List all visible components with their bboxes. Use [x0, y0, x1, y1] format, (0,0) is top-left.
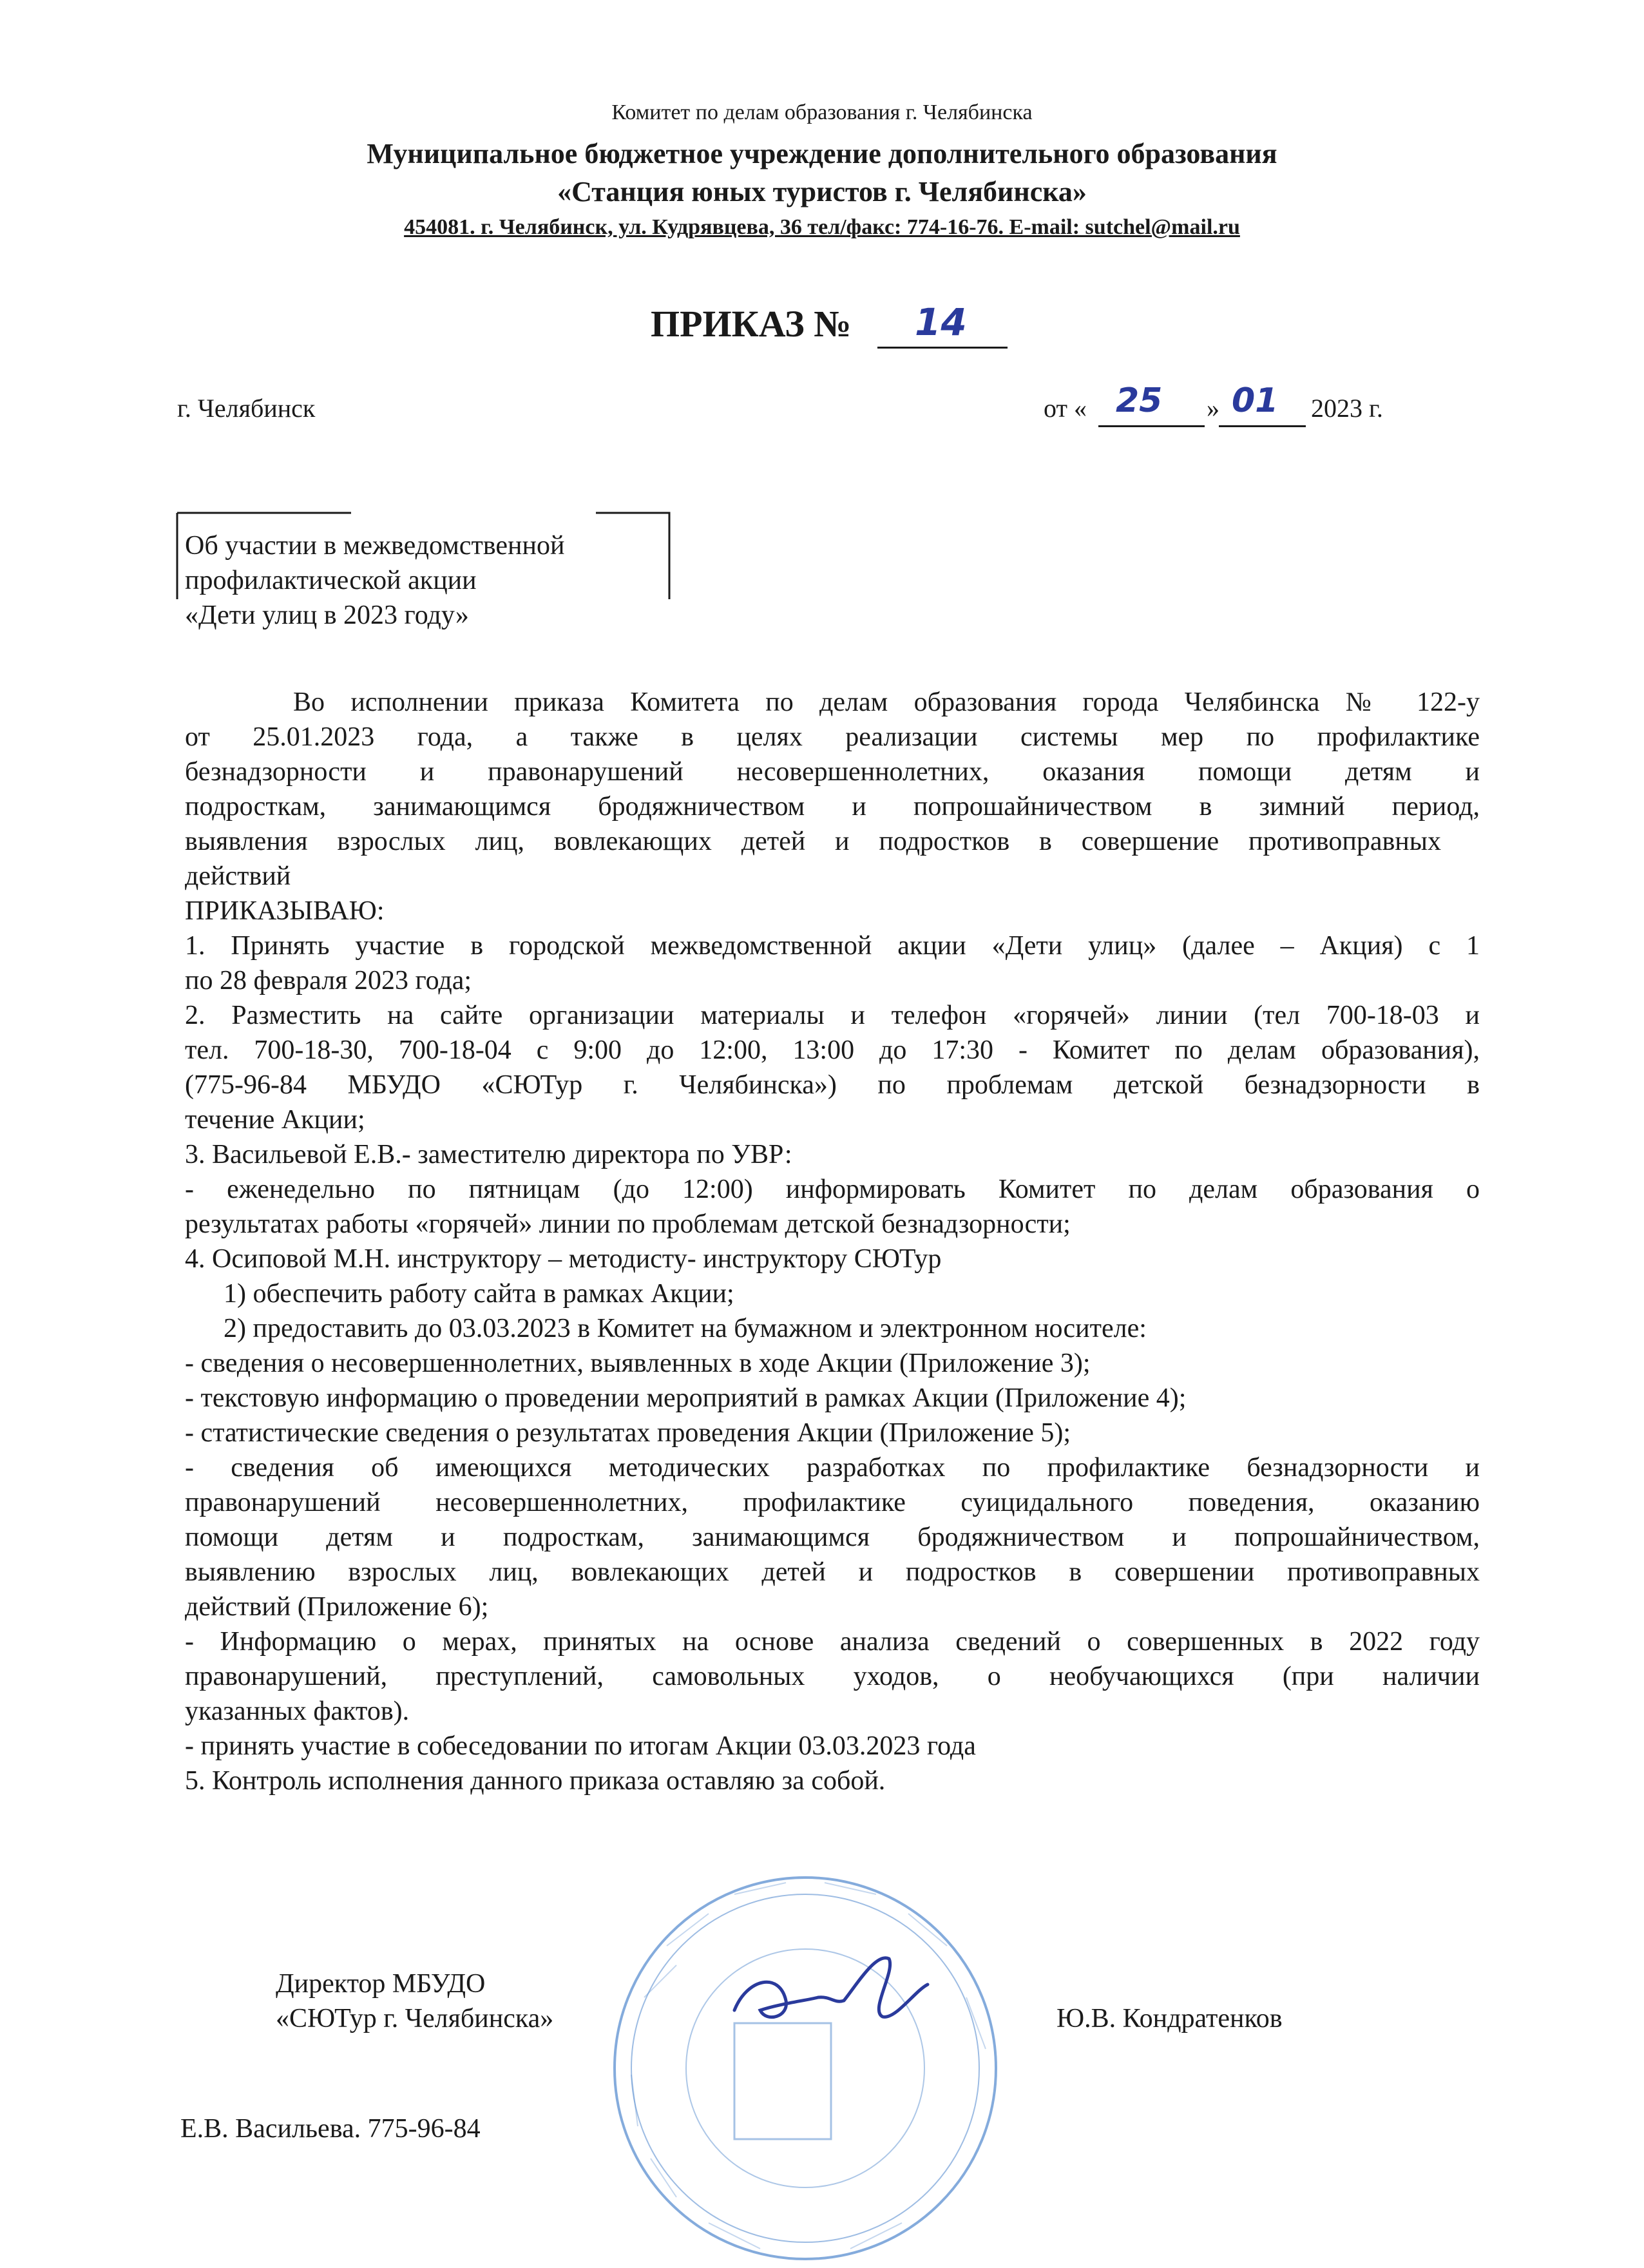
item-5-line: 5. Контроль исполнения данного приказа оставляю за собой.: [185, 1766, 886, 1796]
dash-4-line: помощи детям и подросткам, занимающимся бродяжничеством и попрошайничеством,: [185, 1523, 1480, 1552]
subject-line: «Дети улиц в 2023 году»: [185, 601, 469, 630]
order-number-line: [877, 347, 1008, 349]
dash-5-line: правонарушений, преступлений, самовольных уходов, о необучающихся (при наличии: [185, 1662, 1480, 1691]
dash-item: - текстовую информацию о проведении мероприятий в рамках Акции (Приложение 4);: [185, 1383, 1187, 1413]
order-number: 14: [915, 300, 967, 344]
director-organization: «СЮТур г. Челябинска»: [276, 2004, 554, 2033]
committee-name: Комитет по делам образования г. Челябинска: [611, 101, 1033, 124]
intro-line: от 25.01.2023 года, а также в целях реализации системы мер по профилактике: [185, 722, 1480, 752]
item-2-line: течение Акции;: [185, 1105, 365, 1135]
order-word: ПРИКАЗЫВАЮ:: [185, 896, 385, 926]
order-title: ПРИКАЗ №: [651, 303, 852, 345]
date-prefix: от «: [1044, 394, 1087, 423]
date-month: 01: [1232, 381, 1279, 420]
dash-item: - сведения о несовершеннолетних, выявленных в ходе Акции (Приложение 3);: [185, 1349, 1091, 1378]
official-stamp: [606, 1869, 1005, 2268]
subject-line: профилактической акции: [185, 566, 477, 595]
item-3-line: 3. Васильевой Е.В.- заместителю директора по УВР:: [185, 1140, 792, 1169]
dash-5-line: - Информацию о мерах, принятых на основе анализа сведений о совершенных в 2022 году: [185, 1627, 1480, 1657]
intro-line: действий: [185, 861, 291, 891]
month-line: [1219, 425, 1306, 427]
station-name: «Станция юных туристов г. Челябинска»: [557, 176, 1087, 207]
item-2-line: тел. 700-18-30, 700-18-04 с 9:00 до 12:00, 13:00 до 17:30 - Комитет по делам образования),: [185, 1035, 1480, 1065]
director-signature: [722, 1939, 941, 2036]
order-subject: [185, 528, 564, 633]
director-position: Директор МБУДО: [276, 1969, 486, 1999]
item-2-line: (775-96-84 МБУДО «СЮТур г. Челябинска») по проблемам детской безнадзорности в: [185, 1070, 1480, 1100]
dash-item: - принять участие в собеседовании по итогам Акции 03.03.2023 года: [185, 1731, 976, 1761]
executor-contact: Е.В. Васильева. 775-96-84: [180, 2114, 481, 2144]
item-1-line: 1. Принять участие в городской межведомственной акции «Дети улиц» (далее – Акция) с 1: [185, 931, 1480, 961]
date-year: 2023 г.: [1311, 394, 1383, 423]
dash-4-line: - сведения об имеющихся методических разработках по профилактике безнадзорности и: [185, 1453, 1480, 1483]
institution-name: Муниципальное бюджетное учреждение дополнительного образования: [367, 138, 1277, 169]
sub-item-2: 2) предоставить до 03.03.2023 в Комитет на бумажном и электронном носителе:: [224, 1314, 1147, 1343]
subject-line: Об участии в межведомственной: [185, 531, 565, 561]
intro-line: выявления взрослых лиц, вовлекающих детей и подростков в совершение противоправных: [185, 827, 1441, 856]
contact-address: 454081. г. Челябинск, ул. Кудрявцева, 36 тел/факс: 774-16-76. E-mail: sutchel@mail.ru: [404, 215, 1240, 239]
date-mid: »: [1207, 394, 1219, 423]
dash-4-line: выявлению взрослых лиц, вовлекающих детей и подростков в совершении противоправных: [185, 1557, 1480, 1587]
item-3-line: - еженедельно по пятницам (до 12:00) информировать Комитет по делам образования о: [185, 1175, 1480, 1204]
item-3-line: результатах работы «горячей» линии по проблемам детской безнадзорности;: [185, 1209, 1071, 1239]
order-city: г. Челябинск: [177, 394, 316, 423]
sub-item-1: 1) обеспечить работу сайта в рамках Акции;: [224, 1279, 734, 1309]
dash-4-line: действий (Приложение 6);: [185, 1592, 489, 1622]
intro-line: безнадзорности и правонарушений несовершеннолетних, оказания помощи детям и: [185, 757, 1480, 787]
date-day: 25: [1116, 381, 1163, 420]
dash-item: - статистические сведения о результатах проведения Акции (Приложение 5);: [185, 1418, 1071, 1448]
dash-4-line: правонарушений несовершеннолетних, профилактике суицидального поведения, оказанию: [185, 1488, 1480, 1517]
day-line: [1098, 425, 1205, 427]
order-date: [1044, 393, 1087, 424]
item-1-line: по 28 февраля 2023 года;: [185, 966, 472, 995]
intro-line: Во исполнении приказа Комитета по делам образования города Челябинска № 122-у: [293, 687, 1480, 717]
director-name: Ю.В. Кондратенков: [1056, 2004, 1283, 2033]
order-body: [185, 685, 1480, 1798]
item-4-line: 4. Осиповой М.Н. инструктору – методисту- инструктору СЮТур: [185, 1244, 942, 1274]
dash-5-line: указанных фактов).: [185, 1696, 410, 1726]
item-2-line: 2. Разместить на сайте организации материалы и телефон «горячей» линии (тел 700-18-03 и: [185, 1001, 1480, 1030]
intro-line: подросткам, занимающимся бродяжничеством и попрошайничеством в зимний период,: [185, 792, 1480, 822]
